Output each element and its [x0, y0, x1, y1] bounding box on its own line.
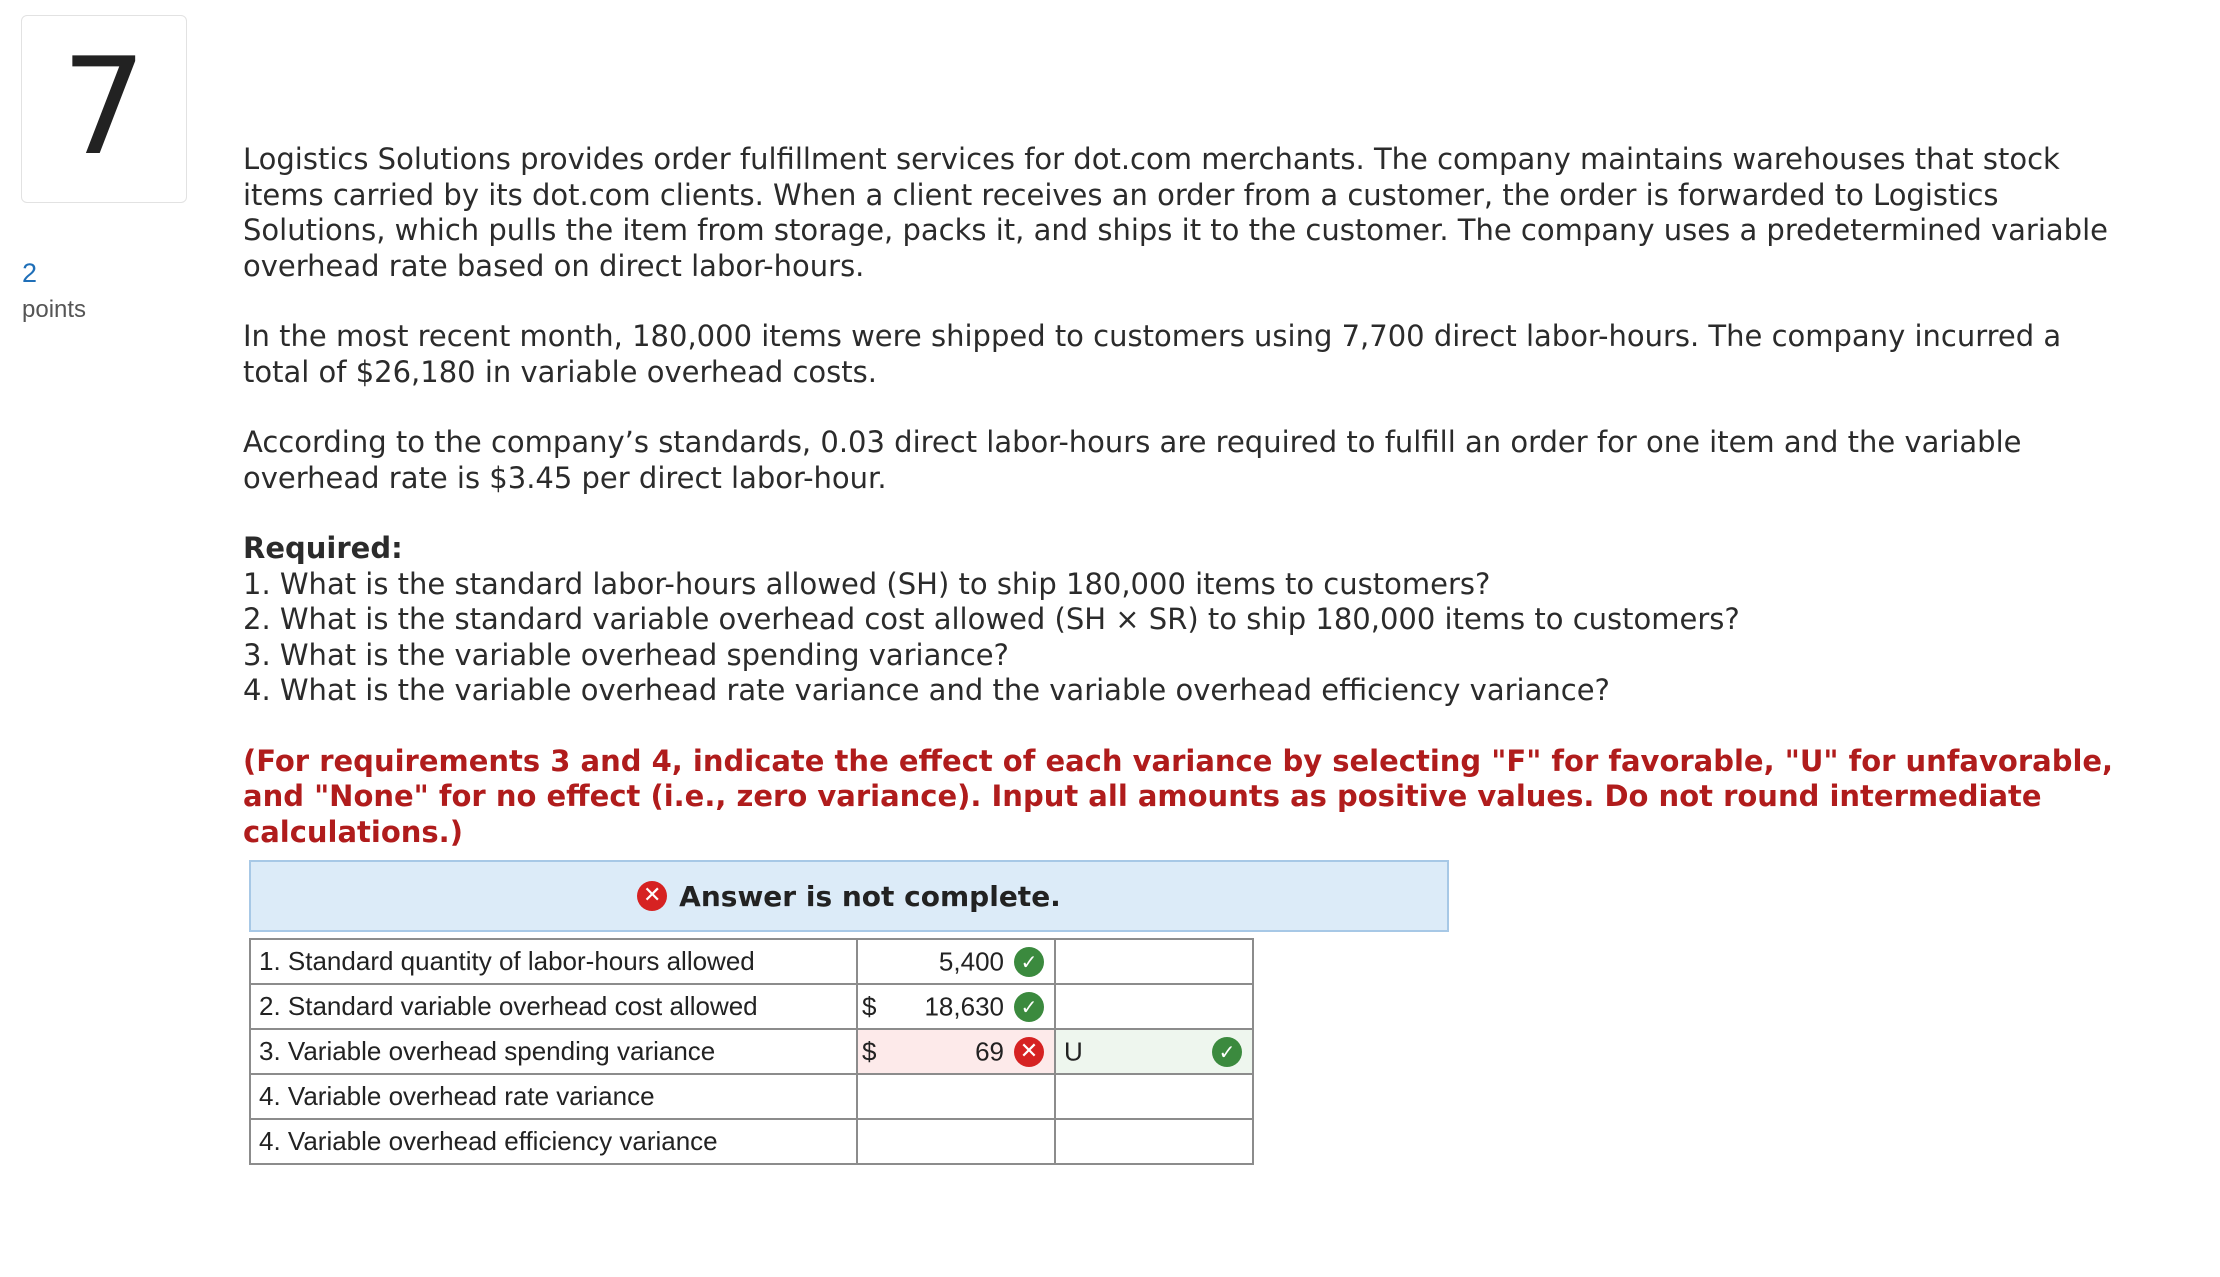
row-label: 2. Standard variable overhead cost allowed	[250, 984, 857, 1029]
table-row	[250, 1029, 1253, 1074]
amount-input[interactable]	[857, 1119, 1055, 1164]
row-label: 4. Variable overhead efficiency variance	[250, 1119, 857, 1164]
points-label: points	[22, 296, 87, 323]
check-circle-icon: ✓	[1212, 1037, 1242, 1067]
check-circle-icon: ✓	[1014, 947, 1044, 977]
required-item: 4. What is the variable overhead rate variance and the variable overhead efficiency variance?	[243, 673, 1610, 707]
effect-select[interactable]	[1055, 1074, 1253, 1119]
effect-select[interactable]	[1055, 939, 1253, 984]
required-title: Required:	[243, 531, 403, 565]
x-circle-icon: ✕	[637, 881, 667, 911]
amount-value: 69	[975, 1036, 1004, 1066]
required-item: 3. What is the variable overhead spending variance?	[243, 637, 1009, 672]
amount-input[interactable]	[857, 1074, 1055, 1119]
question-number-box	[21, 15, 187, 203]
answer-table	[249, 938, 1254, 1165]
required-item: 1. What is the standard labor-hours allowed (SH) to ship 180,000 items to customers?	[243, 566, 1491, 601]
required-section	[243, 531, 2123, 709]
effect-select[interactable]	[1055, 1119, 1253, 1164]
table-row	[250, 1119, 1253, 1164]
row-label: 3. Variable overhead spending variance	[250, 1029, 857, 1074]
question-number: 7	[61, 29, 147, 185]
problem-paragraph-3: According to the company’s standards, 0.03 direct labor-hours are required to fulfill an order for one item and the variable overhead rate is $3.45 per direct labor-hour.	[243, 425, 2022, 495]
problem-text	[243, 142, 2123, 885]
table-row	[250, 939, 1253, 984]
required-item: 2. What is the standard variable overhead cost allowed (SH × SR) to ship 180,000 items to customers?	[243, 602, 1740, 636]
effect-select[interactable]	[1055, 1029, 1253, 1074]
instruction-text: (For requirements 3 and 4, indicate the effect of each variance by selecting "F" for favorable, "U" for unfavorable, and "None" for no effect (i.e., zero variance). Input all amounts as positive values. Do not round intermediate calculations.)	[243, 743, 2114, 849]
answer-status-banner	[249, 860, 1449, 932]
answer-status-text: Answer is not complete.	[679, 879, 1061, 913]
check-circle-icon: ✓	[1014, 992, 1044, 1022]
problem-paragraph-1: Logistics Solutions provides order fulfillment services for dot.com merchants. The company maintains warehouses that stock items carried by its dot.com clients. When a client receives an order from a customer, the order is forwarded to Logistics Solutions, which pulls the item from storage, packs it, and ships it to the customer. The company uses a predetermined variable overhead rate based on direct labor-hours.	[243, 142, 2108, 283]
row-label: 1. Standard quantity of labor-hours allowed	[250, 939, 857, 984]
table-row	[250, 1074, 1253, 1119]
effect-select[interactable]	[1055, 984, 1253, 1029]
amount-value: 5,400	[938, 946, 1004, 976]
amount-value: 18,630	[924, 991, 1004, 1021]
problem-paragraph-2: In the most recent month, 180,000 items were shipped to customers using 7,700 direct labor-hours. The company incurred a total of $26,180 in variable overhead costs.	[243, 319, 2062, 389]
row-label: 4. Variable overhead rate variance	[250, 1074, 857, 1119]
effect-value: U	[1064, 1036, 1083, 1066]
amount-input[interactable]	[857, 939, 1055, 984]
table-row	[250, 984, 1253, 1029]
amount-input[interactable]	[857, 984, 1055, 1029]
currency-symbol: $	[862, 991, 877, 1021]
currency-symbol: $	[862, 1036, 877, 1066]
x-circle-icon: ✕	[1014, 1037, 1044, 1067]
amount-input[interactable]	[857, 1029, 1055, 1074]
points-value: 2	[22, 258, 38, 288]
